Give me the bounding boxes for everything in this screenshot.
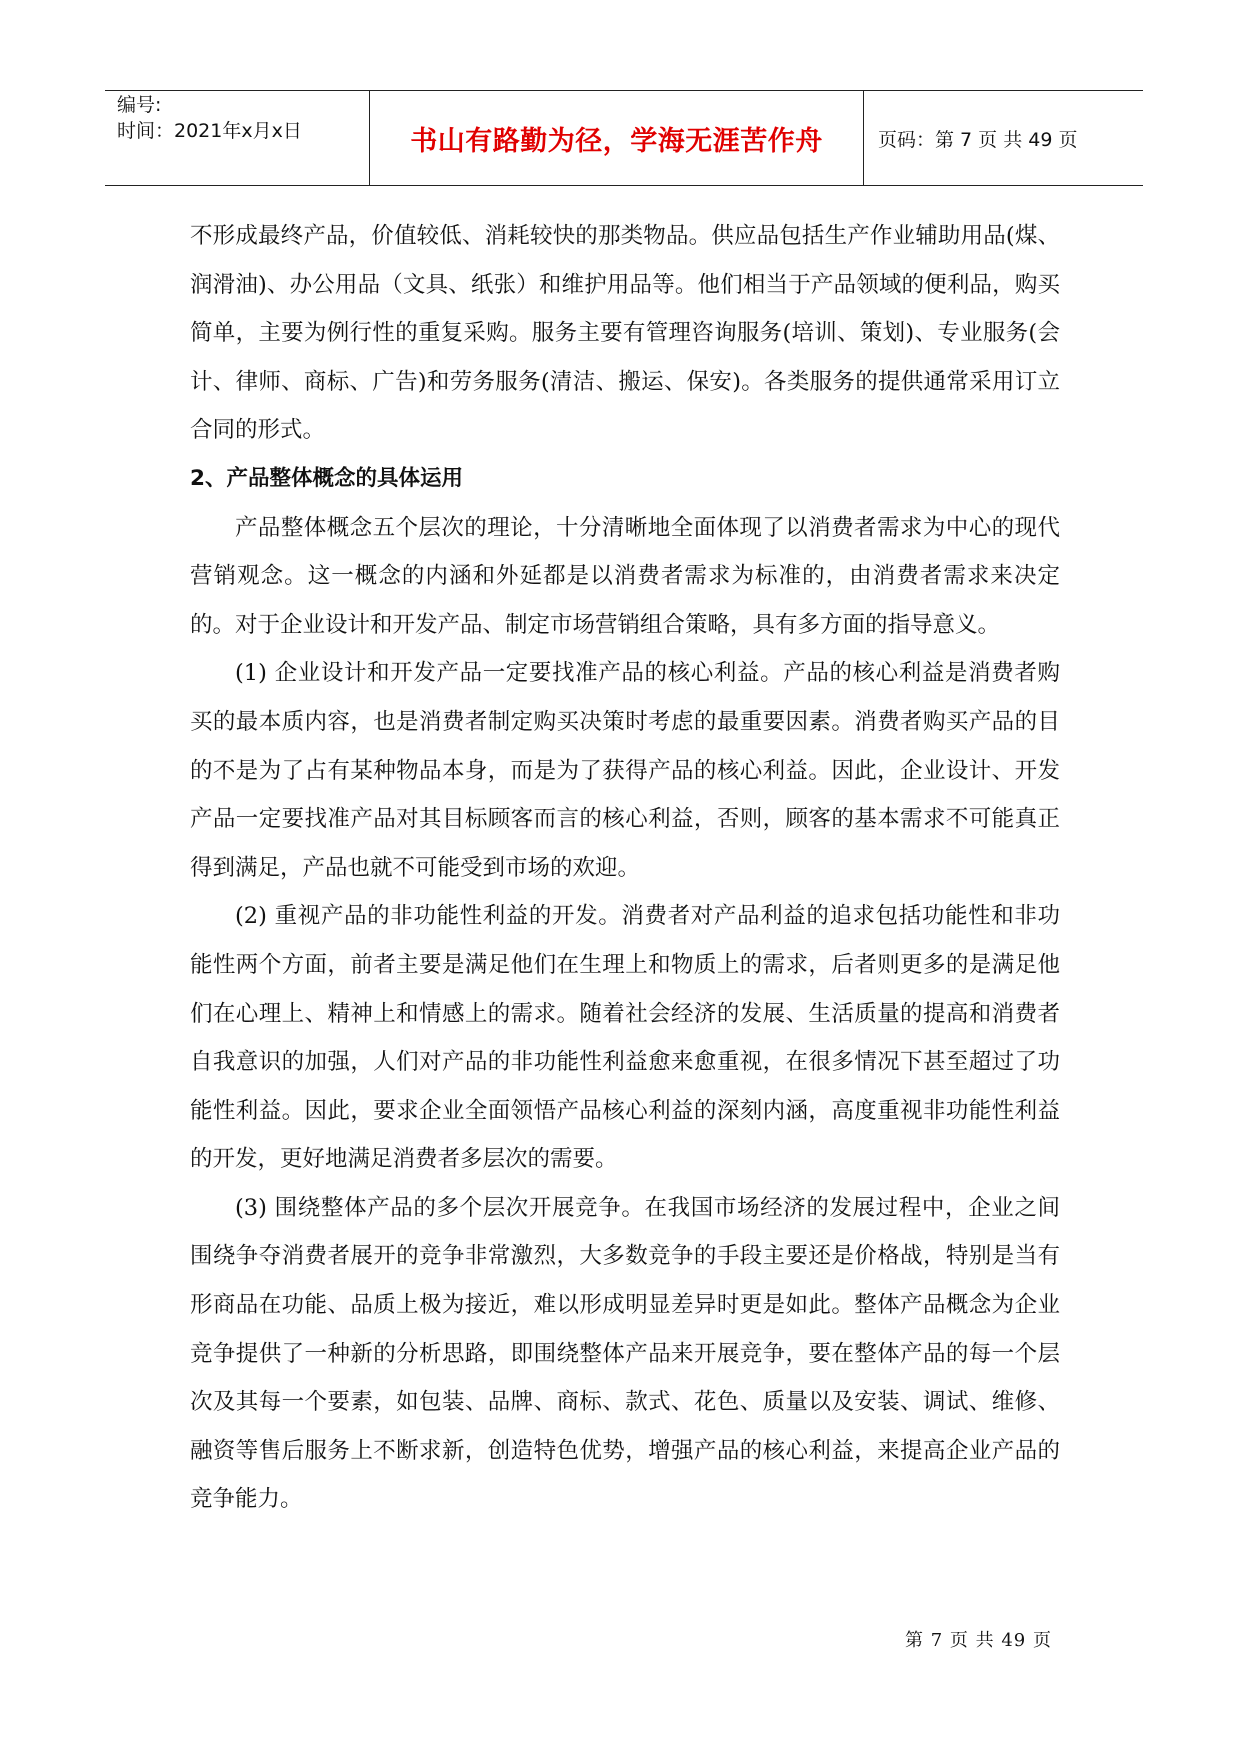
page-header xyxy=(105,90,1143,186)
header-page-number: 页码：第 7 页 共 49 页 xyxy=(878,128,1078,151)
header-motto: 书山有路勤为径，学海无涯苦作舟 xyxy=(410,125,823,157)
body-paragraph: 不形成最终产品，价值较低、消耗较快的那类物品。供应品包括生产作业辅助用品(煤、润滑油)、办公用品（文具、纸张）和维护用品等。他们相当于产品领域的便利品，购买简单，主要为例行性的重复采购。服务主要有管理咨询服务(培训、策划)、专业服务(会计、律师、商标、广告)和劳务服务(清洁、搬运、保安)。各类服务的提供通常采用订立合同的形式。 xyxy=(190,223,1060,444)
header-page-cell xyxy=(864,91,1143,185)
document-time-label: 时间：2021年x月x日 xyxy=(117,120,302,142)
document-number-label: 编号: xyxy=(117,94,162,116)
page-footer: 第 7 页 共 49 页 xyxy=(905,1630,1052,1651)
body-paragraph: 产品整体概念五个层次的理论，十分清晰地全面体现了以消费者需求为中心的现代营销观念。这一概念的内涵和外延都是以消费者需求为标准的，由消费者需求来决定的。对于企业设计和开发产品、制定市场营销组合策略，具有多方面的指导意义。 xyxy=(190,514,1060,638)
section-heading: 2、产品整体概念的具体运用 xyxy=(190,465,463,491)
header-motto-cell xyxy=(370,91,864,185)
body-paragraph: (3) 围绕整体产品的多个层次开展竞争。在我国市场经济的发展过程中，企业之间围绕争夺消费者展开的竞争非常激烈，大多数竞争的手段主要还是价格战，特别是当有形商品在功能、品质上极为接近，难以形成明显差异时更是如此。整体产品概念为企业竞争提供了一种新的分析思路，即围绕整体产品来开展竞争，要在整体产品的每一个层次及其每一个要素，如包装、品牌、商标、款式、花色、质量以及安装、调试、维修、融资等售后服务上不断求新，创造特色优势，增强产品的核心利益，来提高企业产品的竞争能力。 xyxy=(190,1194,1060,1513)
body-paragraph: (2) 重视产品的非功能性利益的开发。消费者对产品利益的追求包括功能性和非功能性两个方面，前者主要是满足他们在生理上和物质上的需求，后者则更多的是满足他们在心理上、精神上和情感上的需求。随着社会经济的发展、生活质量的提高和消费者自我意识的加强，人们对产品的非功能性利益愈来愈重视，在很多情况下甚至超过了功能性利益。因此，要求企业全面领悟产品核心利益的深刻内涵，高度重视非功能性利益的开发，更好地满足消费者多层次的需要。 xyxy=(190,903,1060,1173)
document-body xyxy=(190,212,1060,1524)
header-info-cell xyxy=(105,91,370,185)
body-paragraph: (1) 企业设计和开发产品一定要找准产品的核心利益。产品的核心利益是消费者购买的最本质内容，也是消费者制定购买决策时考虑的最重要因素。消费者购买产品的目的不是为了占有某种物品本身，而是为了获得产品的核心利益。因此，企业设计、开发产品一定要找准产品对其目标顾客而言的核心利益，否则，顾客的基本需求不可能真正得到满足，产品也就不可能受到市场的欢迎。 xyxy=(190,660,1060,881)
